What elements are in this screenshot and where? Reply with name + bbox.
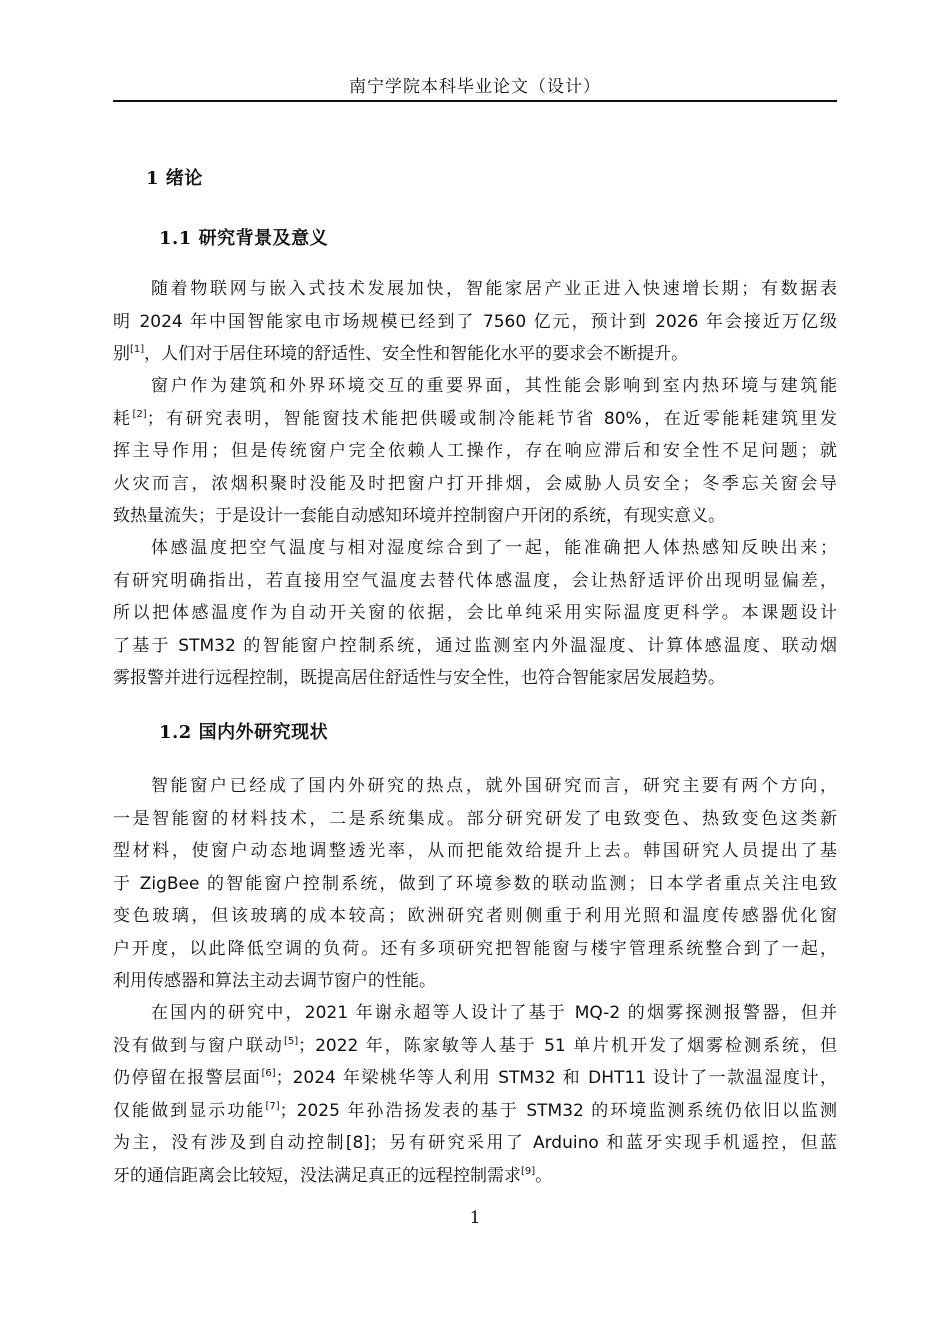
text-fragment: 牙的通信距离会比较短，没法满足真正的远程控制需求 [113, 1165, 521, 1186]
text-line: 火灾而言，浓烟积聚时没能及时把窗户打开排烟，会威胁人员安全；冬季忘关窗会导 [113, 473, 837, 494]
text-line [113, 338, 837, 371]
text-line [113, 403, 837, 436]
text-line: 变色玻璃，但该玻璃的成本较高；欧洲研究者则侧重于利用光照和温度传感器优化窗 [113, 906, 837, 926]
text-line [113, 1095, 837, 1128]
text-line: 户开度，以此降低空调的负荷。还有多项研究把智能窗与楼宇管理系统整合到了一起， [113, 938, 837, 959]
citation-marker: [7] [265, 1100, 280, 1112]
citation-marker: [6] [261, 1068, 276, 1079]
text-line [113, 1160, 837, 1193]
text-line: 一是智能窗的材料技术，二是系统集成。部分研究研发了电致变色、热致变色这类新 [113, 808, 837, 829]
text-line: 挥主导作用；但是传统窗户完全依赖人工操作，存在响应滞后和安全性不足问题；就 [113, 441, 837, 461]
text-line: 所以把体感温度作为自动开关窗的依据，会比单纯采用实际温度更科学。本课题设计 [113, 603, 837, 623]
paragraph-research-1 [113, 770, 837, 998]
citation-marker: [5] [283, 1035, 299, 1047]
text-line: 体感温度把空气温度与相对湿度综合到了一起，能准确把人体热感知反映出来； [151, 538, 837, 558]
paragraph-research-2 [113, 997, 837, 1192]
running-header: 南宁学院本科毕业论文（设计） [349, 77, 601, 97]
text-line: 为主，没有涉及到自动控制[8]；另有研究采用了 Arduino 和蓝牙实现手机遥控，但蓝 [113, 1133, 837, 1153]
paragraph-background-3 [113, 532, 837, 695]
text-line: 在国内的研究中，2021 年谢永超等人设计了基于 MQ-2 的烟雾探测报警器，但并 [151, 1003, 837, 1023]
text-line: 窗户作为建筑和外界环境交互的重要界面，其性能会影响到室内热环境与建筑能 [151, 376, 837, 396]
text-line: 随着物联网与嵌入式技术发展加快，智能家居产业正进入快速增长期；有数据表 [151, 279, 837, 299]
paragraph-background-2 [113, 370, 837, 533]
text-line: 明 2024 年中国智能家电市场规模已经到了 7560 亿元，预计到 2026 年会接近万亿级 [113, 311, 837, 332]
text-line [113, 1030, 837, 1063]
text-fragment: ；2022 年，陈家敏等人基于 51 单片机开发了烟雾检测系统，但 [298, 1035, 838, 1056]
page-number: 1 [469, 1208, 481, 1228]
text-line: 有研究明确指出，若直接用空气温度去替代体感温度，会让热舒适评价出现明显偏差， [113, 570, 837, 591]
text-fragment: 。 [535, 1165, 553, 1186]
text-line: 致热量流失；于是设计一套能自动感知环境并控制窗户开闭的系统，有现实意义。 [113, 506, 725, 526]
text-line [113, 1062, 837, 1095]
chapter-heading: 1 绪论 [146, 168, 203, 189]
text-fragment: 耗 [113, 408, 133, 429]
text-fragment: 别 [113, 344, 130, 364]
text-fragment: ；有研究表明，智能窗技术能把供暖或制冷能耗节省 80%，在近零能耗建筑里发 [146, 408, 838, 429]
text-line: 型材料，使窗户动态地调整透光率，从而把能效给提升上去。韩国研究人员提出了基 [113, 841, 837, 861]
text-line: 智能窗户已经成了国内外研究的热点，就外国研究而言，研究主要有两个方向， [151, 776, 837, 796]
text-fragment: 仅能做到显示功能 [113, 1100, 266, 1121]
text-fragment: ，人们对于居住环境的舒适性、安全性和智能化水平的要求会不断提升。 [144, 344, 689, 364]
text-line: 了基于 STM32 的智能窗户控制系统，通过监测室内外温湿度、计算体感温度、联动烟 [113, 635, 837, 656]
citation-marker: [9] [521, 1165, 536, 1177]
section-heading-1-2: 1.2 国内外研究现状 [159, 722, 329, 743]
text-line: 利用传感器和算法主动去调节窗户的性能。 [113, 971, 436, 991]
text-fragment: ；2024 年梁桃华等人利用 STM32 和 DHT11 设计了一款温湿度计， [275, 1068, 837, 1088]
text-fragment: 没有做到与窗户联动 [113, 1035, 284, 1056]
paragraph-background-1 [113, 273, 837, 371]
header-divider [113, 100, 837, 102]
text-fragment: 仍停留在报警层面 [113, 1068, 262, 1088]
text-line: 雾报警并进行远程控制，既提高居住舒适性与安全性，也符合智能家居发展趋势。 [113, 668, 725, 688]
text-fragment: ；2025 年孙浩扬发表的基于 STM32 的环境监测系统仍依旧以监测 [279, 1100, 837, 1121]
citation-marker: [2] [132, 408, 147, 420]
citation-marker: [1] [130, 344, 145, 355]
text-line: 于 ZigBee 的智能窗户控制系统，做到了环境参数的联动监测；日本学者重点关注电致 [113, 873, 837, 894]
section-heading-1-1: 1.1 研究背景及意义 [159, 228, 329, 249]
